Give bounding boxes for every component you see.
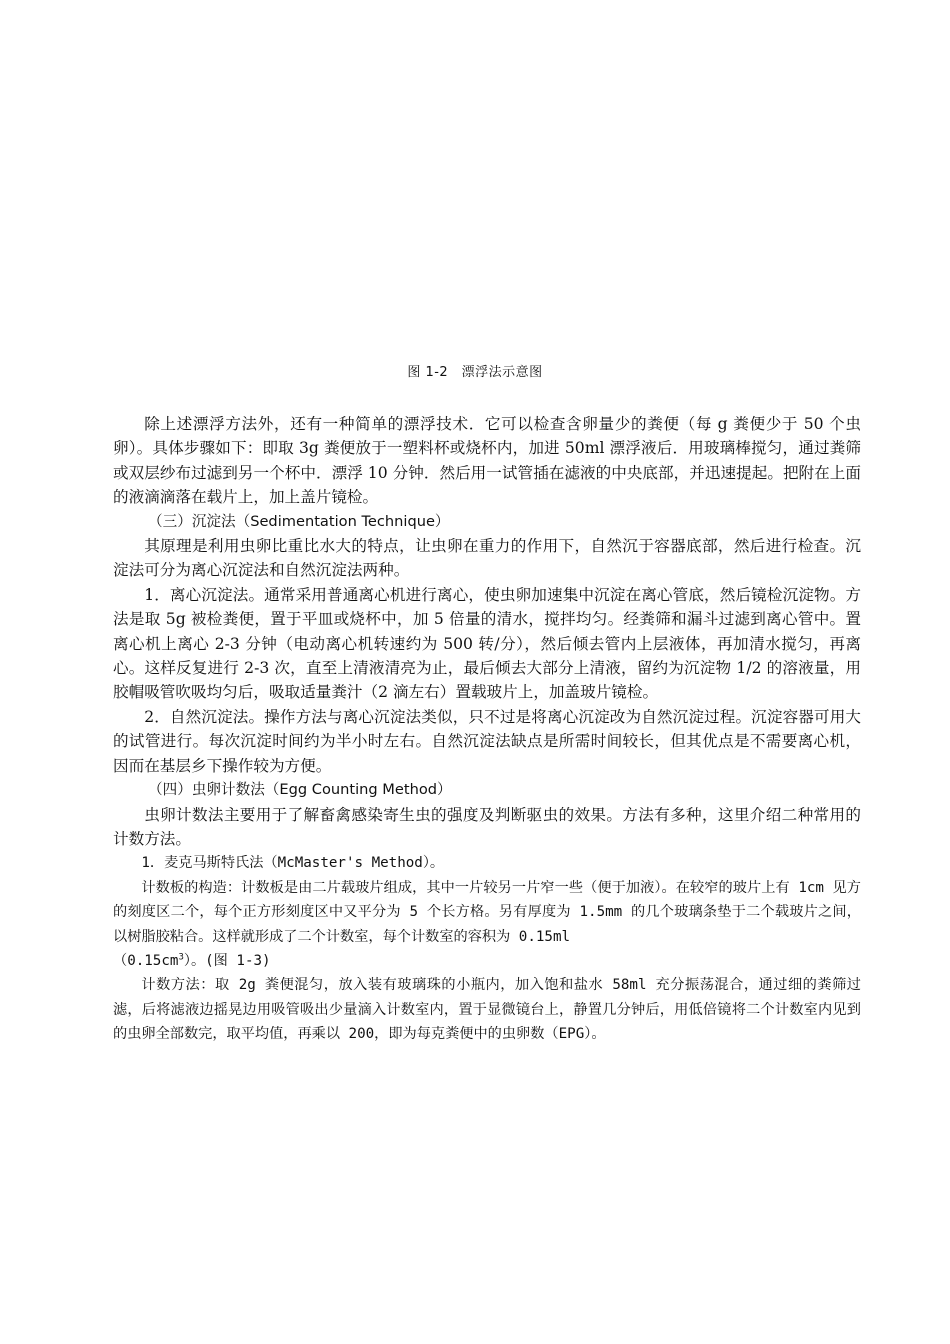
figure-reference: ）。(图 1-3) [183, 952, 271, 969]
paragraph-counting-chamber-volume [113, 949, 861, 973]
paragraph-counting-plate-structure: 计数板的构造：计数板是由二片载玻片组成，其中一片较另一片窄一些（便于加液）。在较窄的玻片上有 1cm 见方的刻度区二个，每个正方形刻度区中又平分为 5 个长方格。另有厚度为 1.5mm 的几个玻璃条垫于二个载玻片之间，以树脂胶粘合。这样就形成了二个计数室，每个计数室的容积为 0.15ml [113, 879, 861, 945]
paragraph-egg-counting-intro: 虫卵计数法主要用于了解畜禽感染寄生虫的强度及判断驱虫的效果。方法有多种，这里介绍二种常用的计数方法。 [113, 805, 861, 848]
paragraph-natural-sedimentation: 2．自然沉淀法。操作方法与离心沉淀法类似，只不过是将离心沉淀改为自然沉淀过程。沉淀容器可用大的试管进行。每次沉淀时间约为半小时左右。自然沉淀法缺点是所需时间较长，但其优点是不需要离心机，因而在基层乡下操作较为方便。 [113, 707, 861, 775]
paragraph-mcmaster-method: 1．麦克马斯特氏法（McMaster's Method）。 [141, 855, 445, 872]
document-body [113, 412, 861, 1047]
paragraph-flotation-technique: 除上述漂浮方法外，还有一种简单的漂浮技术．它可以检查含卵量少的粪便（每 g 粪便少于 50 个虫卵）。具体步骤如下：即取 3g 粪便放于一塑料杯或烧杯内，加进 50ml 漂浮液后．用玻璃棒搅匀，通过粪筛或双层纱布过滤到另一个杯中．漂浮 10 分钟．然后用一试管插在滤液的中央底部，并迅速提起。把附在上面的液滴滴落在载片上，加上盖片镜检。 [113, 415, 861, 507]
volume-superscript: 3 [178, 952, 184, 963]
paragraph-counting-method: 计数方法：取 2g 粪便混匀，放入装有玻璃珠的小瓶内，加入饱和盐水 58ml 充分振荡混合，通过细的粪筛过滤，后将滤液边摇晃边用吸管吸出少量滴入计数室内，置于显微镜台上，静置几分钟后，用低倍镜将二个计数室内见到的虫卵全部数完，取平均值，再乘以 200，即为每克粪便中的虫卵数（EPG）。 [113, 977, 861, 1043]
figure-1-2-blank-area [113, 40, 860, 350]
figure-caption: 图 1-2 漂浮法示意图 [407, 365, 543, 380]
heading-sedimentation: （三）沉淀法（Sedimentation Technique） [148, 512, 450, 530]
paragraph-centrifugal-sedimentation: 1．离心沉淀法。通常采用普通离心机进行离心，使虫卵加速集中沉淀在离心管底，然后镜检沉淀物。方法是取 5g 被检粪便，置于平皿或烧杯中，加 5 倍量的清水，搅拌均匀。经粪筛和漏斗过滤到离心管中。置离心机上离心 2-3 分钟（电动离心机转速约为 500 转/分），然后倾去管内上层液体，再加清水搅匀，再离心。这样反复进行 2-3 次，直至上清液清亮为止，最后倾去大部分上清液，留约为沉淀物 1/2 的溶液量，用胶帽吸管吹吸均匀后，吸取适量粪汁（2 滴左右）置载玻片上，加盖玻片镜检。 [113, 585, 861, 702]
paragraph-sedimentation-principle: 其原理是利用虫卵比重比水大的特点，让虫卵在重力的作用下，自然沉于容器底部，然后进行检查。沉淀法可分为离心沉淀法和自然沉淀法两种。 [113, 537, 861, 580]
volume-text: （0.15cm [113, 952, 179, 969]
heading-egg-counting: （四）虫卵计数法（Egg Counting Method） [148, 781, 452, 799]
